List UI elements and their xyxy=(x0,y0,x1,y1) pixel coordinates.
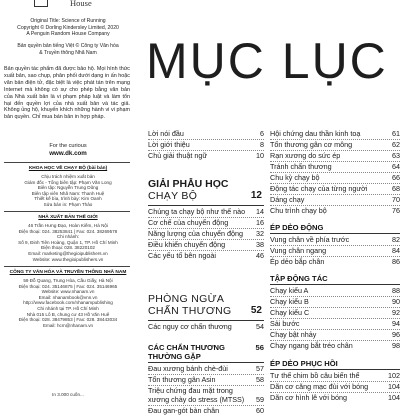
section2-title: NHÀ XUẤT BẢN THẾ GIỚI xyxy=(38,215,98,220)
section1-line: Thiết kế bìa, trình bày: Kim Oanh xyxy=(34,196,102,202)
toc-entry-label: Cơ chế của chuyển động xyxy=(148,218,229,227)
toc-entry-label: Vung chân về phía trước xyxy=(270,235,350,244)
toc-entry-label: Động tác chạy của từng người xyxy=(270,184,368,193)
section3-title: CÔNG TY VĂN HÓA VÀ TRUYỀN THÔNG NHÃ NAM xyxy=(9,270,127,275)
section2-line: Website: www.thegioipublishers.vn xyxy=(32,256,104,262)
rights-line-2: & Truyền thông Nhã Nam xyxy=(39,49,97,56)
section-title-line-2: THƯỜNG GẶP xyxy=(148,352,201,361)
toc-entry-page: 64 xyxy=(392,162,400,171)
company-line: A Penguin Random House Company xyxy=(26,31,110,38)
toc-entry-label: Dãn cơ hình lê với bóng xyxy=(270,393,347,402)
toc-entry-label: Vung chân ngang xyxy=(270,246,327,255)
curious-line-1: For the curious xyxy=(49,143,87,149)
section-divider xyxy=(270,369,400,370)
section-heading: ÉP DẺO PHỤC HỒI xyxy=(270,359,338,368)
toc-entry-label: Sải bước xyxy=(270,319,300,328)
toc-entry-page: 8 xyxy=(260,140,264,149)
toc-entry-label: Chu trình chạy bộ xyxy=(270,206,327,215)
toc-entry-label: Chạy kiểu C xyxy=(270,308,310,317)
section3-line: http://www.facebook.com/nhanampublishing xyxy=(23,300,113,306)
logo-mark-icon xyxy=(34,0,48,7)
section-title-line-1: PHÒNG NGỪA xyxy=(148,293,225,305)
toc-entry-page: 82 xyxy=(392,235,400,244)
toc-entry-page: 86 xyxy=(392,257,400,266)
toc-entry-label: Dáng chạy xyxy=(270,195,305,204)
divider xyxy=(4,162,130,163)
section-title-line-1: GIẢI PHẪU HỌC xyxy=(148,178,229,190)
toc-entry-page: 57 xyxy=(256,364,264,373)
toc-entry-label: Tránh chấn thương xyxy=(270,162,332,171)
toc-entry-label: Đau xương bánh chè-đùi xyxy=(148,364,228,373)
copyright-line: Copyright © Dorling Kindersley Limited, 2020 xyxy=(17,24,119,31)
section3-line: Email: hcm@nhanam.vn xyxy=(42,322,94,328)
section3-line: Chi nhánh tại TP. Hồ Chí Minh xyxy=(37,306,99,311)
toc-entry-label: Đau gan-gót bàn chân xyxy=(148,406,220,415)
toc-entry-label: Điều khiển chuyển động xyxy=(148,240,226,249)
section3-line: Nhà 015 Lô B, chung cư 43 Hồ Văn Huê xyxy=(26,311,110,317)
toc-entry-label: Chu kỳ chạy bộ xyxy=(270,173,320,182)
publisher-logo xyxy=(34,0,104,12)
section-heading: ÉP DẺO ĐỘNG xyxy=(270,223,324,232)
toc-entry-page: 63 xyxy=(392,151,400,160)
toc-entry-page: 102 xyxy=(388,371,400,380)
toc-entry-page: 88 xyxy=(392,286,400,295)
toc-entry-label: Lời giới thiệu xyxy=(148,140,190,149)
section-page: 12 xyxy=(250,190,262,201)
section1-line: Chịu trách nhiệm xuất bản xyxy=(41,174,95,179)
section1-line: Biên tập: Nguyễn Trung Dũng xyxy=(37,185,99,191)
section-divider xyxy=(148,320,264,321)
toc-entry-label: Hội chứng dau thần kinh toạ xyxy=(270,129,361,138)
section1-line: Biên tập viên Nhã Nam: Thanh Huệ xyxy=(31,190,105,196)
toc-entry-page: 76 xyxy=(392,206,400,215)
toc-entry-page: 90 xyxy=(392,297,400,306)
toc-entry-label: Năng lượng của chuyển động xyxy=(148,229,244,238)
toc-entry-page: 104 xyxy=(388,393,400,402)
imprint-column xyxy=(0,0,136,400)
section2-line: 46 Trần Hưng Đạo, Hoàn Kiếm, Hà Nội xyxy=(28,223,108,228)
toc-entry-page: 104 xyxy=(388,382,400,391)
section3-line: 59 Đỗ Quang, Trung Hòa, Cầu Giấy, Hà Nội xyxy=(23,278,113,283)
toc-entry-label: Dãn cơ căng mạc đùi với bóng xyxy=(270,382,369,391)
section1-line: Giám đốc - Tổng biên tập: Phạm Văn Long xyxy=(24,179,112,185)
toc-entry-label: Chúng ta chạy bộ như thế nào xyxy=(148,207,246,216)
toc-entry-page: 61 xyxy=(392,129,400,138)
toc-entry-label: Các yếu tố bên ngoài xyxy=(148,251,216,260)
curious-website: www.dk.com xyxy=(49,150,87,157)
section1-line: Sửa bản in: Phạm Thảo xyxy=(43,202,93,207)
section-page: 56 xyxy=(255,343,264,352)
toc-entry-label: Chạy ngang bắt tréo chân xyxy=(270,341,353,350)
toc-entry-page: 70 xyxy=(392,195,400,204)
section-heading: TẬP ĐỘNG TÁC xyxy=(270,274,328,283)
toc-entry-label: Chạy bật nhảy xyxy=(270,330,317,339)
toc-entry-page: 96 xyxy=(392,330,400,339)
toc-entry-page: 66 xyxy=(392,173,400,182)
section1-title: KHOA HỌC VỀ CHẠY BỘ (bài bản) xyxy=(28,166,108,171)
toc-entry-page: 58 xyxy=(256,375,264,384)
toc-entry-page: 6 xyxy=(260,129,264,138)
toc-entry-page: 59 xyxy=(256,395,264,404)
toc-entry-page: 68 xyxy=(392,184,400,193)
logo-text: House xyxy=(70,0,92,8)
toc-entry-page: 62 xyxy=(392,140,400,149)
toc-entry-page: 94 xyxy=(392,319,400,328)
section-divider xyxy=(148,362,264,363)
section-title-line-2: CHẠY BỘ xyxy=(148,190,198,202)
toc-entry-label: Chủ giải thuật ngữ xyxy=(148,151,208,160)
section2-line: Điện thoại: 024. 38253841 | Fax: 024. 38269578 xyxy=(18,228,118,234)
toc-entry-label: Các nguy cơ chấn thương xyxy=(148,322,232,331)
toc-entry-page: 92 xyxy=(392,308,400,317)
divider xyxy=(4,266,130,267)
toc-entry-page: 14 xyxy=(256,207,264,216)
section-divider xyxy=(270,233,400,234)
section3-line: Điện thoại: 024. 35146875 | Fax: 024. 35146965 xyxy=(18,283,118,289)
section3-line: Website: www.nhanam.vn xyxy=(41,289,95,295)
toc-entry-label: Tư thế chim bồ câu biến thể xyxy=(270,371,360,380)
toc-entry-page: 46 xyxy=(256,251,264,260)
toc-entry-label: Rạn xương do sức ép xyxy=(270,151,341,160)
section2-line: Email: marketing@thegioipublishers.vn xyxy=(28,251,108,256)
toc-entry-page: 16 xyxy=(256,218,264,227)
toc-entry-label: xương chày do stress (MTSS) xyxy=(148,395,245,404)
section3-line: Email: nhanambook@vnn.vn xyxy=(38,294,98,300)
toc-entry-page: 84 xyxy=(392,246,400,255)
section2-line: Chi nhánh: xyxy=(56,234,80,240)
toc-entry-label: Triệu chứng đau mặt trong xyxy=(148,386,233,395)
toc-entry-page: 54 xyxy=(256,322,264,331)
toc-entry-page: 32 xyxy=(256,229,264,238)
section-title-line-1: CÁC CHẤN THƯƠNG xyxy=(148,343,225,352)
toc-entry-page: 38 xyxy=(256,240,264,249)
section-divider xyxy=(270,284,400,285)
toc-entry-page: 10 xyxy=(256,151,264,160)
section-page: 52 xyxy=(250,305,262,316)
section3-line: Điện thoại: 028. 38479853 | Fax: 028. 38443034 xyxy=(18,317,118,323)
original-title: Original Title: Science of Running xyxy=(30,18,106,24)
section3-line: In 3.000 cuốn... xyxy=(52,392,84,397)
toc-entry-label: Chạy kiểu B xyxy=(270,297,309,306)
legal-paragraph: Bản quyền tác phẩm đã được bảo hộ. Mọi hình thức xuất bản, sao chụp, phân phối dưới dạng in ấn hoặc văn bản điện tử, đặc biệt là việc phát tán trên mạng Internet mà không có sự cho phép bằng văn bản của Nhà xuất bản là vi phạm pháp luật và làm tổn hại đến quyền lợi của nhà xuất bản và tác giả. Không ủng hộ, khuyến khích những hành vi vi phạm bản quyền. Chỉ mua bán bản in hợp pháp. xyxy=(4,66,130,121)
rights-line-1: Bản quyền bản tiếng Việt © Công ty Văn hóa xyxy=(17,43,119,49)
toc-entry-page: 60 xyxy=(256,406,264,415)
section2-line: Số 9, Đinh Tiên Hoàng, Quận 1, TP. Hồ Chí Minh xyxy=(18,239,118,245)
divider xyxy=(4,211,130,212)
section-divider xyxy=(148,205,264,206)
toc-entry-label: Chạy kiểu A xyxy=(270,286,309,295)
toc-entry-label: Ép dẻo bắp chân xyxy=(270,257,325,266)
toc-entry-label: Tổn thương gân Asin xyxy=(148,375,216,384)
toc-entry-page: 98 xyxy=(392,341,400,350)
toc-entry-label: Lời nói đầu xyxy=(148,129,184,138)
toc-entry-label: Tổn thương gân cơ mông xyxy=(270,140,353,149)
page-title: MỤC LỤC xyxy=(146,33,388,89)
section-title-line-2: CHẤN THƯƠNG xyxy=(148,305,232,317)
section2-line: Điện thoại: 028. 38220102 xyxy=(41,245,95,251)
